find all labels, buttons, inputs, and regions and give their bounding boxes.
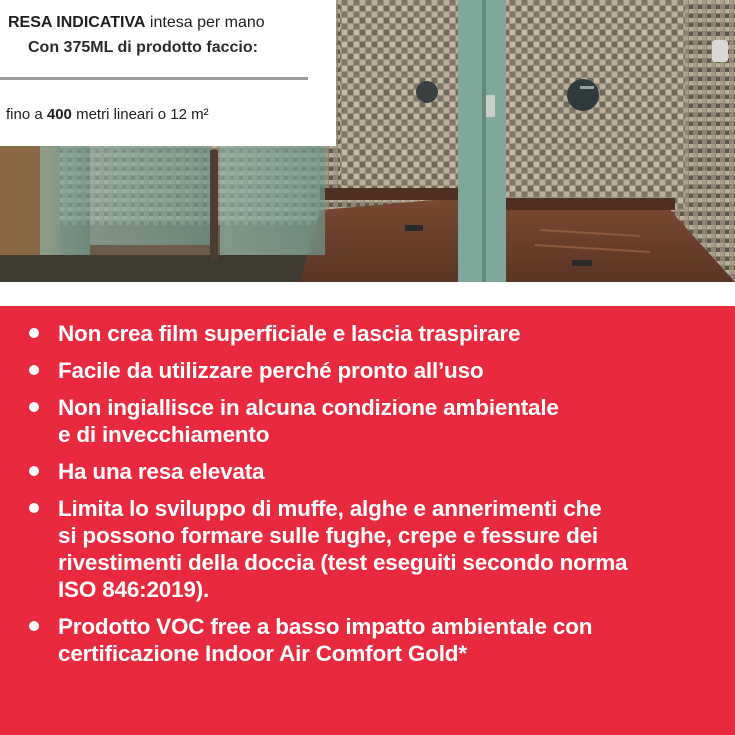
feature-item: Facile da utilizzare perché pronto all’uso (28, 357, 728, 384)
feature-item: Ha una resa elevata (28, 458, 728, 485)
bullet-icon (29, 503, 39, 513)
bullet-icon (29, 328, 39, 338)
spacer (0, 282, 735, 306)
bullet-icon (29, 365, 39, 375)
bullet-icon (29, 466, 39, 476)
yield-info-box (0, 0, 336, 146)
bullet-icon (29, 402, 39, 412)
bullet-icon (29, 621, 39, 631)
feature-item: Limita lo sviluppo di muffe, alghe e annerimenti che si possono formare sulle fughe, crepe e fessure dei rivestimenti della doccia (test eseguiti secondo norma ISO 846:2019). (28, 495, 728, 603)
feature-item: Prodotto VOC free a basso impatto ambientale con certificazione Indoor Air Comfort Gold* (28, 613, 728, 667)
yield-heading: RESA INDICATIVA intesa per mano (8, 14, 265, 31)
feature-list (28, 320, 728, 677)
features-panel (0, 306, 735, 735)
yield-value: fino a 400 metri lineari o 12 m² (6, 106, 209, 123)
feature-item: Non crea film superficiale e lascia traspirare (28, 320, 728, 347)
divider (0, 77, 308, 80)
yield-subheading: Con 375ML di prodotto faccio: (28, 39, 258, 56)
feature-item: Non ingiallisce in alcuna condizione ambientale e di invecchiamento (28, 394, 728, 448)
